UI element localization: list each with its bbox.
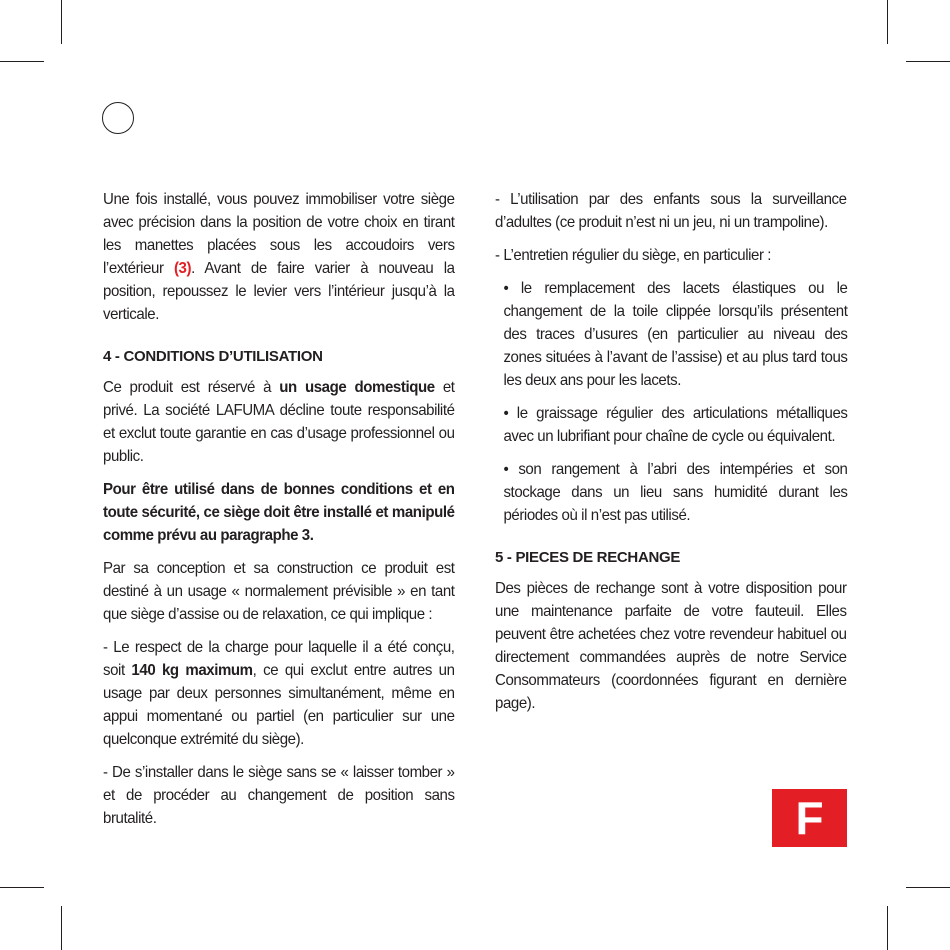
maintenance-paragraph: - L’entretien régulier du siège, en particulier :: [495, 247, 772, 264]
domestic-use-text-end: et privé. La société LAFUMA décline toute responsabilité et exclut toute garantie en cas d’usage professionnel ou public.: [103, 379, 455, 465]
language-tab: F: [772, 789, 847, 847]
seating-paragraph: - De s’installer dans le siège sans se « laisser tomber » et de procéder au changement de position sans brutalité.: [103, 764, 455, 827]
spare-parts-paragraph: Des pièces de rechange sont à votre disposition pour une maintenance parfaite de votre fauteuil. Elles peuvent être achetées chez votre revendeur habituel ou directement commandées auprès de notre Service Consommateurs (coordonnées figurant en dernière page).: [495, 580, 847, 712]
load-text-end: , ce qui exclut entre autres un usage par deux personnes simultanément, même en appui momentané ou partiel (en particulier sur une quelconque extrémité du siège).: [103, 662, 455, 748]
crop-mark-bottom-right-vertical: [887, 906, 888, 950]
intro-text: Une fois installé, vous pouvez immobiliser votre siège avec précision dans la position de votre choix en tirant les manettes placées sous les accoudoirs vers l’extérieur: [103, 191, 455, 277]
load-text: - Le respect de la charge pour laquelle il a été conçu, soit: [103, 639, 455, 679]
page-number-circle: [102, 102, 134, 134]
right-column: [495, 188, 847, 725]
bullet-item: • son rangement à l’abri des intempéries et son stockage dans un lieu sans humidité durant les périodes où il n’est pas utilisé.: [503, 461, 848, 524]
crop-mark-bottom-left-horizontal: [0, 887, 44, 888]
crop-mark-top-right-vertical: [887, 0, 888, 44]
left-column: [103, 188, 455, 840]
bullet-item: • le remplacement des lacets élastiques ou le changement de la toile clippée lorsqu’ils présentent des traces d’usures (en particulier au niveau des zones situées à l’avant de l’assise) et au plus tard tous les deux ans pour les lacets.: [503, 280, 848, 389]
load-paragraph: [103, 636, 455, 751]
intro-paragraph: [103, 188, 455, 326]
intro-text-end: . Avant de faire varier à nouveau la position, repoussez le levier vers l’intérieur jusqu’à la verticale.: [103, 260, 455, 323]
domestic-use-paragraph: [103, 376, 455, 468]
section-5-heading: 5 - PIECES DE RECHANGE: [495, 549, 681, 566]
section-4-heading: 4 - CONDITIONS D’UTILISATION: [103, 348, 323, 365]
bullet-item: • le graissage régulier des articulations métalliques avec un lubrifiant pour chaîne de cycle ou équivalent.: [503, 405, 848, 445]
children-paragraph: - L’utilisation par des enfants sous la surveillance d’adultes (ce produit n’est ni un jeu, ni un trampoline).: [495, 191, 847, 231]
domestic-use-emphasis: un usage domestique: [279, 379, 435, 396]
crop-mark-bottom-right-horizontal: [906, 887, 950, 888]
figure-reference: (3): [173, 260, 192, 277]
crop-mark-bottom-left-vertical: [61, 906, 62, 950]
crop-mark-top-left-horizontal: [0, 61, 44, 62]
design-paragraph: Par sa conception et sa construction ce produit est destiné à un usage « normalement prévisible » en tant que siège d’assise ou de relaxation, ce qui implique :: [103, 560, 455, 623]
crop-mark-top-right-horizontal: [906, 61, 950, 62]
safety-paragraph: Pour être utilisé dans de bonnes conditions et en toute sécurité, ce siège doit être installé et manipulé comme prévu au paragraphe 3.: [103, 481, 455, 544]
max-load-emphasis: 140 kg maximum: [131, 662, 253, 679]
domestic-use-text: Ce produit est réservé à: [103, 379, 280, 396]
crop-mark-top-left-vertical: [61, 0, 62, 44]
